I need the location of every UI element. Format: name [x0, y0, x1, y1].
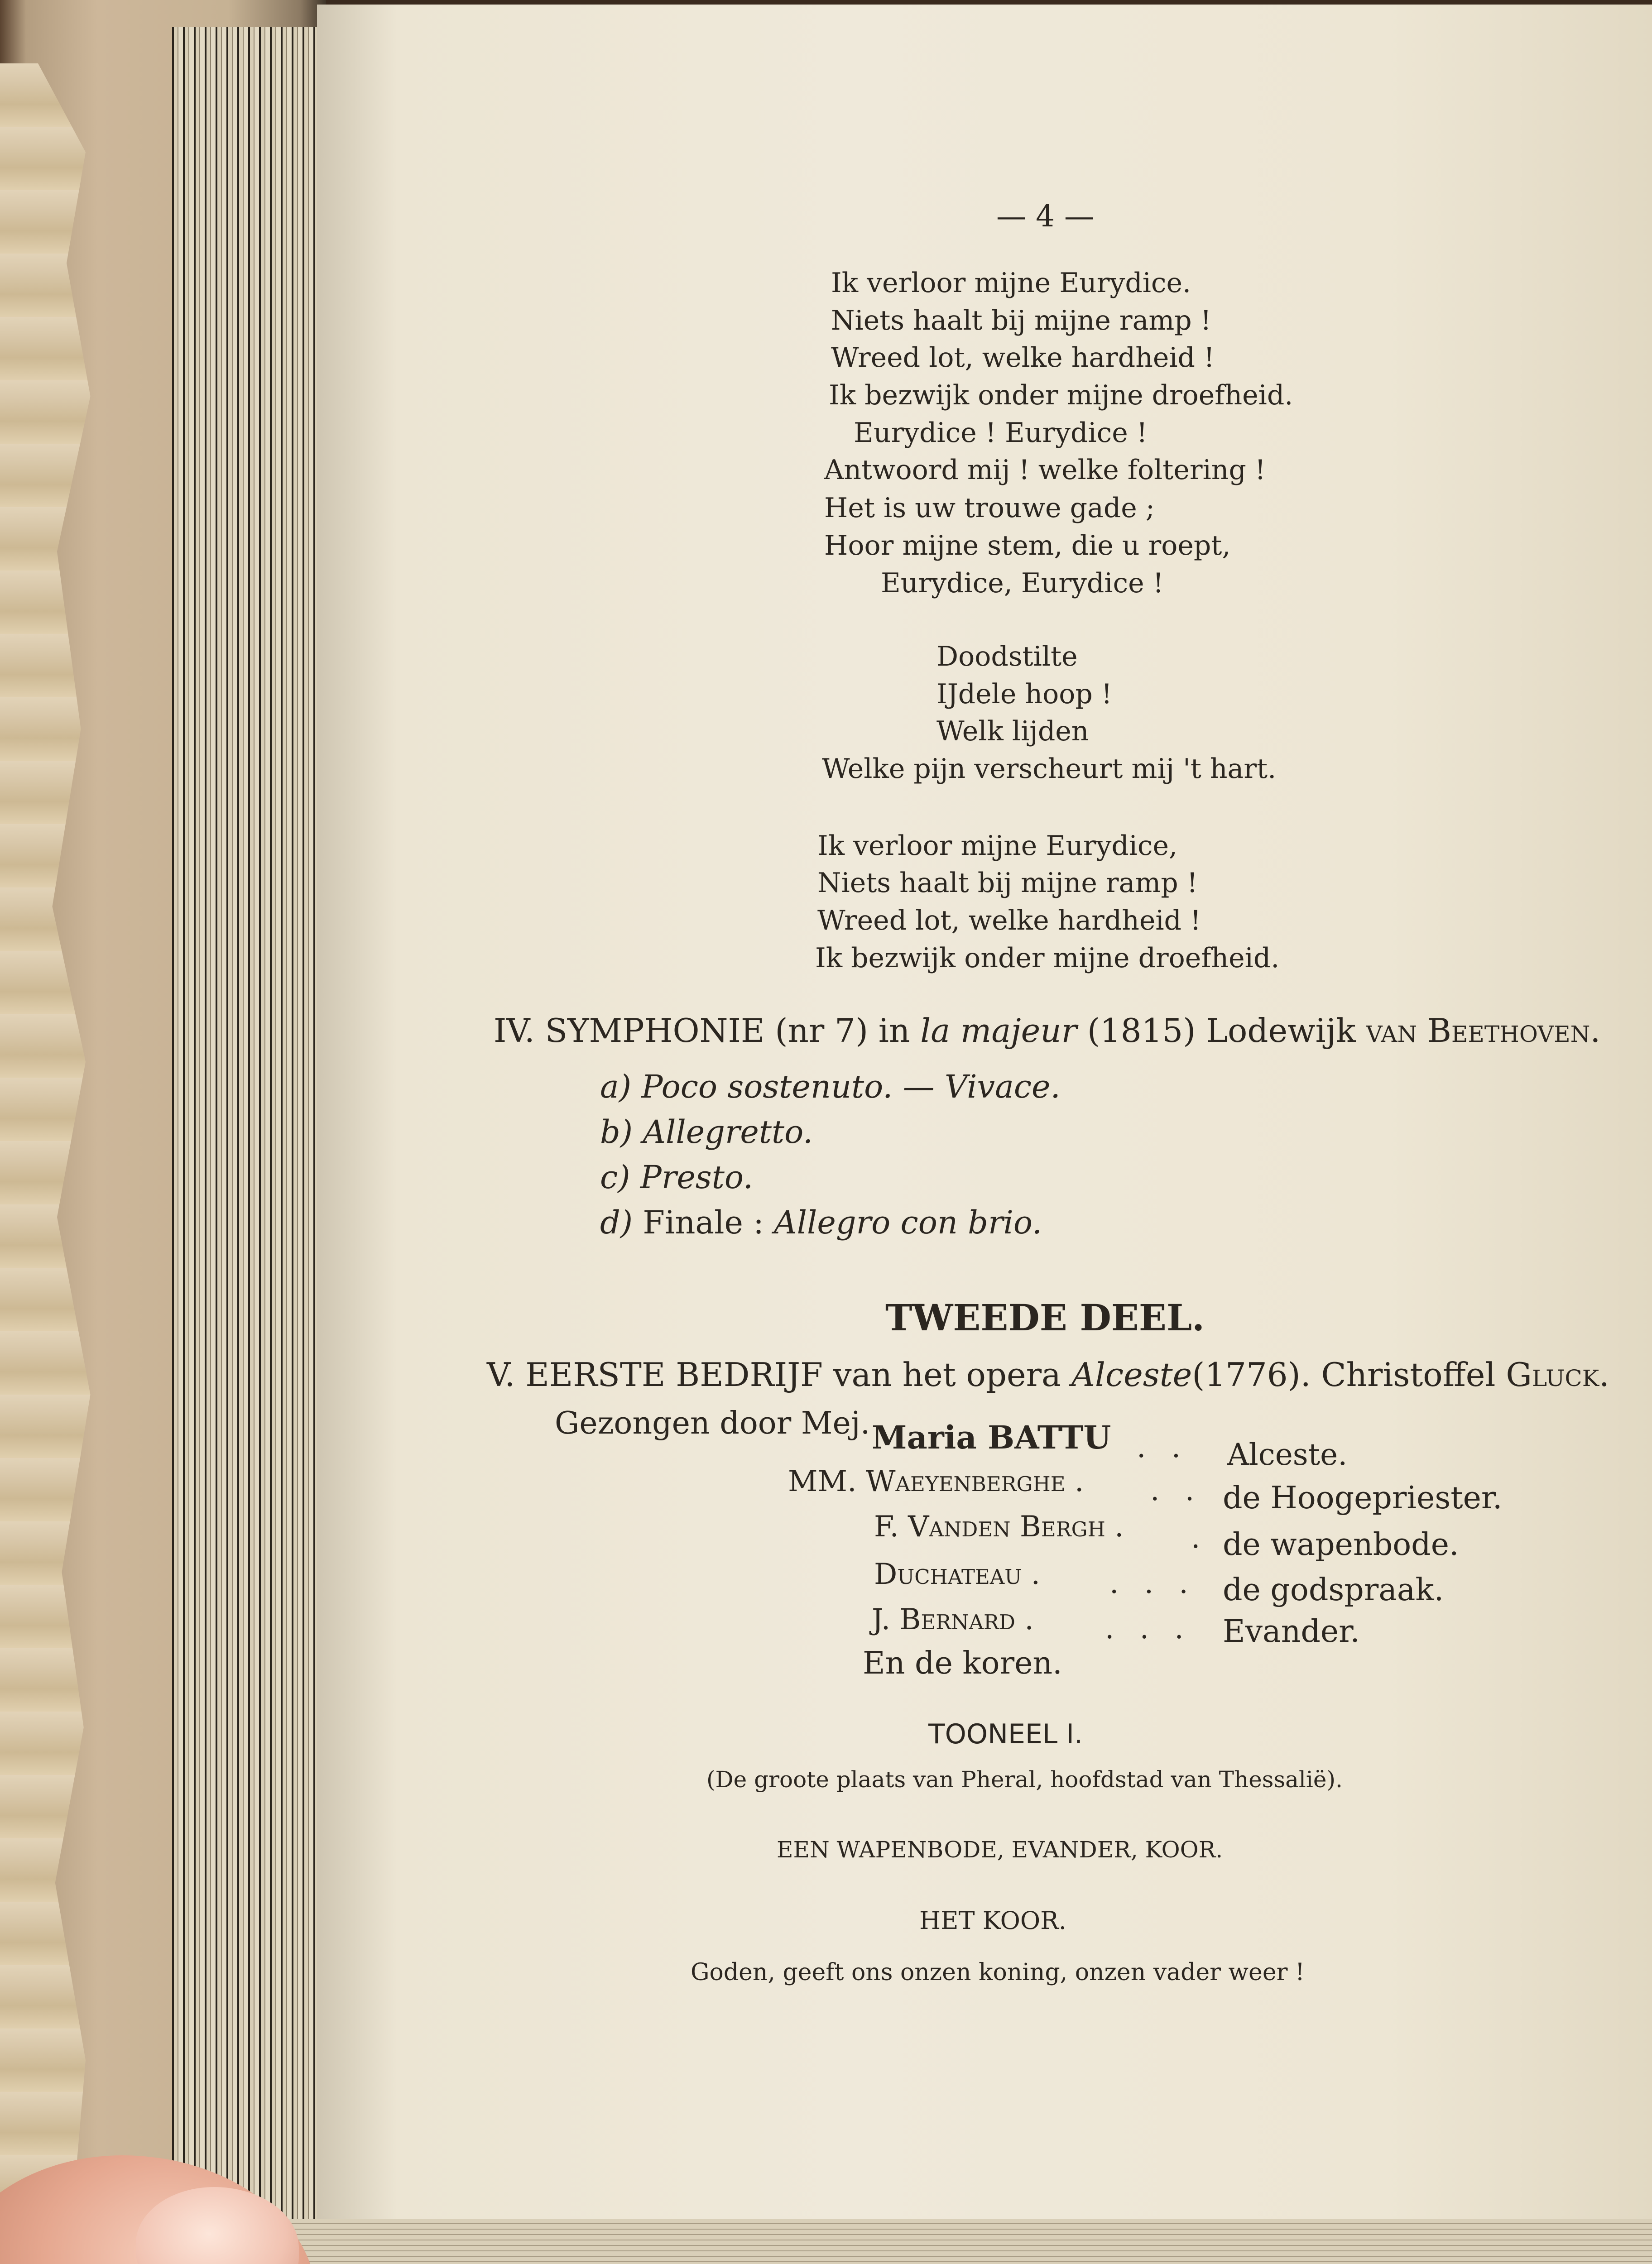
item-numeral: IV. [494, 1012, 535, 1050]
page-stack-edges [172, 27, 326, 2264]
cast-intro: Gezongen door Mej. [555, 1405, 870, 1441]
movement-item: d) Finale : Allegro con brio. [600, 1204, 1042, 1241]
page-number: — 4 — [996, 199, 1094, 234]
item-mid: van het opera [833, 1356, 1061, 1394]
verse-line: Ik verloor mijne Eurydice. [831, 267, 1191, 299]
opera-title: Alceste [1071, 1356, 1192, 1394]
verse-line: Ik bezwijk onder mijne droefheid. [829, 379, 1293, 411]
item-number: (nr 7) in [775, 1012, 910, 1050]
composer-first: Lodewijk [1206, 1012, 1356, 1050]
verse-line: Welke pijn verscheurt mij 't hart. [822, 753, 1277, 785]
verse-line: Wreed lot, welke hardheid ! [817, 905, 1201, 936]
scene-title: TOONEEL I. [928, 1718, 1083, 1750]
verse-line: Ik verloor mijne Eurydice, [817, 830, 1178, 862]
item-numeral: V. [487, 1356, 515, 1394]
cast-role: Alceste. [1227, 1437, 1348, 1472]
composer-last: van Beethoven. [1366, 1012, 1601, 1050]
verse-line: Eurydice, Eurydice ! [881, 567, 1164, 599]
movement-item: a) Poco sostenuto. — Vivace. [600, 1068, 1061, 1105]
verse-line: IJdele hoop ! [936, 678, 1112, 710]
composer-first: Christoffel [1321, 1356, 1496, 1394]
scene-setting: (De groote plaats van Pheral, hoofdstad van Thessalië). [706, 1766, 1343, 1793]
verse-line: Wreed lot, welke hardheid ! [831, 342, 1215, 374]
movement-item: b) Allegretto. [600, 1113, 813, 1151]
cast-role: de wapenbode. [1223, 1527, 1459, 1563]
speaker-label: HET KOOR. [919, 1906, 1066, 1935]
cast-role: Evander. [1223, 1614, 1360, 1650]
cast-singer: Maria BATTU [872, 1419, 1111, 1456]
verse-line: Hoor mijne stem, die u roept, [824, 530, 1231, 561]
cast-dots: . . . [1105, 1612, 1192, 1645]
cast-role: de Hoogepriester. [1223, 1480, 1503, 1516]
verse-line: Doodstilte [936, 641, 1078, 672]
cast-dots: . . [1150, 1474, 1203, 1507]
cast-singer: J. Bernard . [872, 1603, 1034, 1636]
scene-characters: EEN WAPENBODE, EVANDER, KOOR. [777, 1837, 1223, 1863]
verse-line: Niets haalt bij mijne ramp ! [831, 305, 1211, 336]
verse-line: Antwoord mij ! welke foltering ! [824, 454, 1266, 486]
item-title: SYMPHONIE [545, 1012, 765, 1050]
verse-line: Het is uw trouwe gade ; [824, 492, 1155, 524]
composer-last: Gluck. [1506, 1356, 1609, 1394]
item-title: EERSTE BEDRIJF [525, 1356, 823, 1394]
verse-line: Niets haalt bij mijne ramp ! [817, 867, 1198, 899]
cast-dots: . . . [1109, 1567, 1196, 1600]
program-item-5 [487, 1356, 1609, 1394]
verse-line: Eurydice ! Eurydice ! [854, 417, 1148, 449]
page-bottom-edges [190, 2219, 1652, 2264]
cast-role: de godspraak. [1223, 1572, 1444, 1608]
verse-line: Ik bezwijk onder mijne droefheid. [815, 942, 1280, 974]
item-key: la majeur [920, 1012, 1077, 1050]
cast-singer: Duchateau . [874, 1558, 1040, 1591]
cast-singer: MM. Waeyenberghe . [788, 1465, 1084, 1498]
movement-item: c) Presto. [600, 1159, 753, 1196]
cast-dots: . . [1137, 1431, 1189, 1464]
choirs-line: En de koren. [863, 1645, 1062, 1681]
verse-line: Welk lijden [936, 715, 1089, 747]
final-line: Goden, geeft ons onzen koning, onzen vader weer ! [691, 1959, 1305, 1986]
cast-dots: . [1191, 1521, 1209, 1555]
cast-singer: F. Vanden Bergh . [874, 1510, 1124, 1544]
section-title: TWEEDE DEEL. [885, 1296, 1205, 1339]
item-year: (1815) [1087, 1012, 1196, 1050]
program-item-4 [494, 1012, 1601, 1050]
item-year: (1776). [1192, 1356, 1311, 1394]
